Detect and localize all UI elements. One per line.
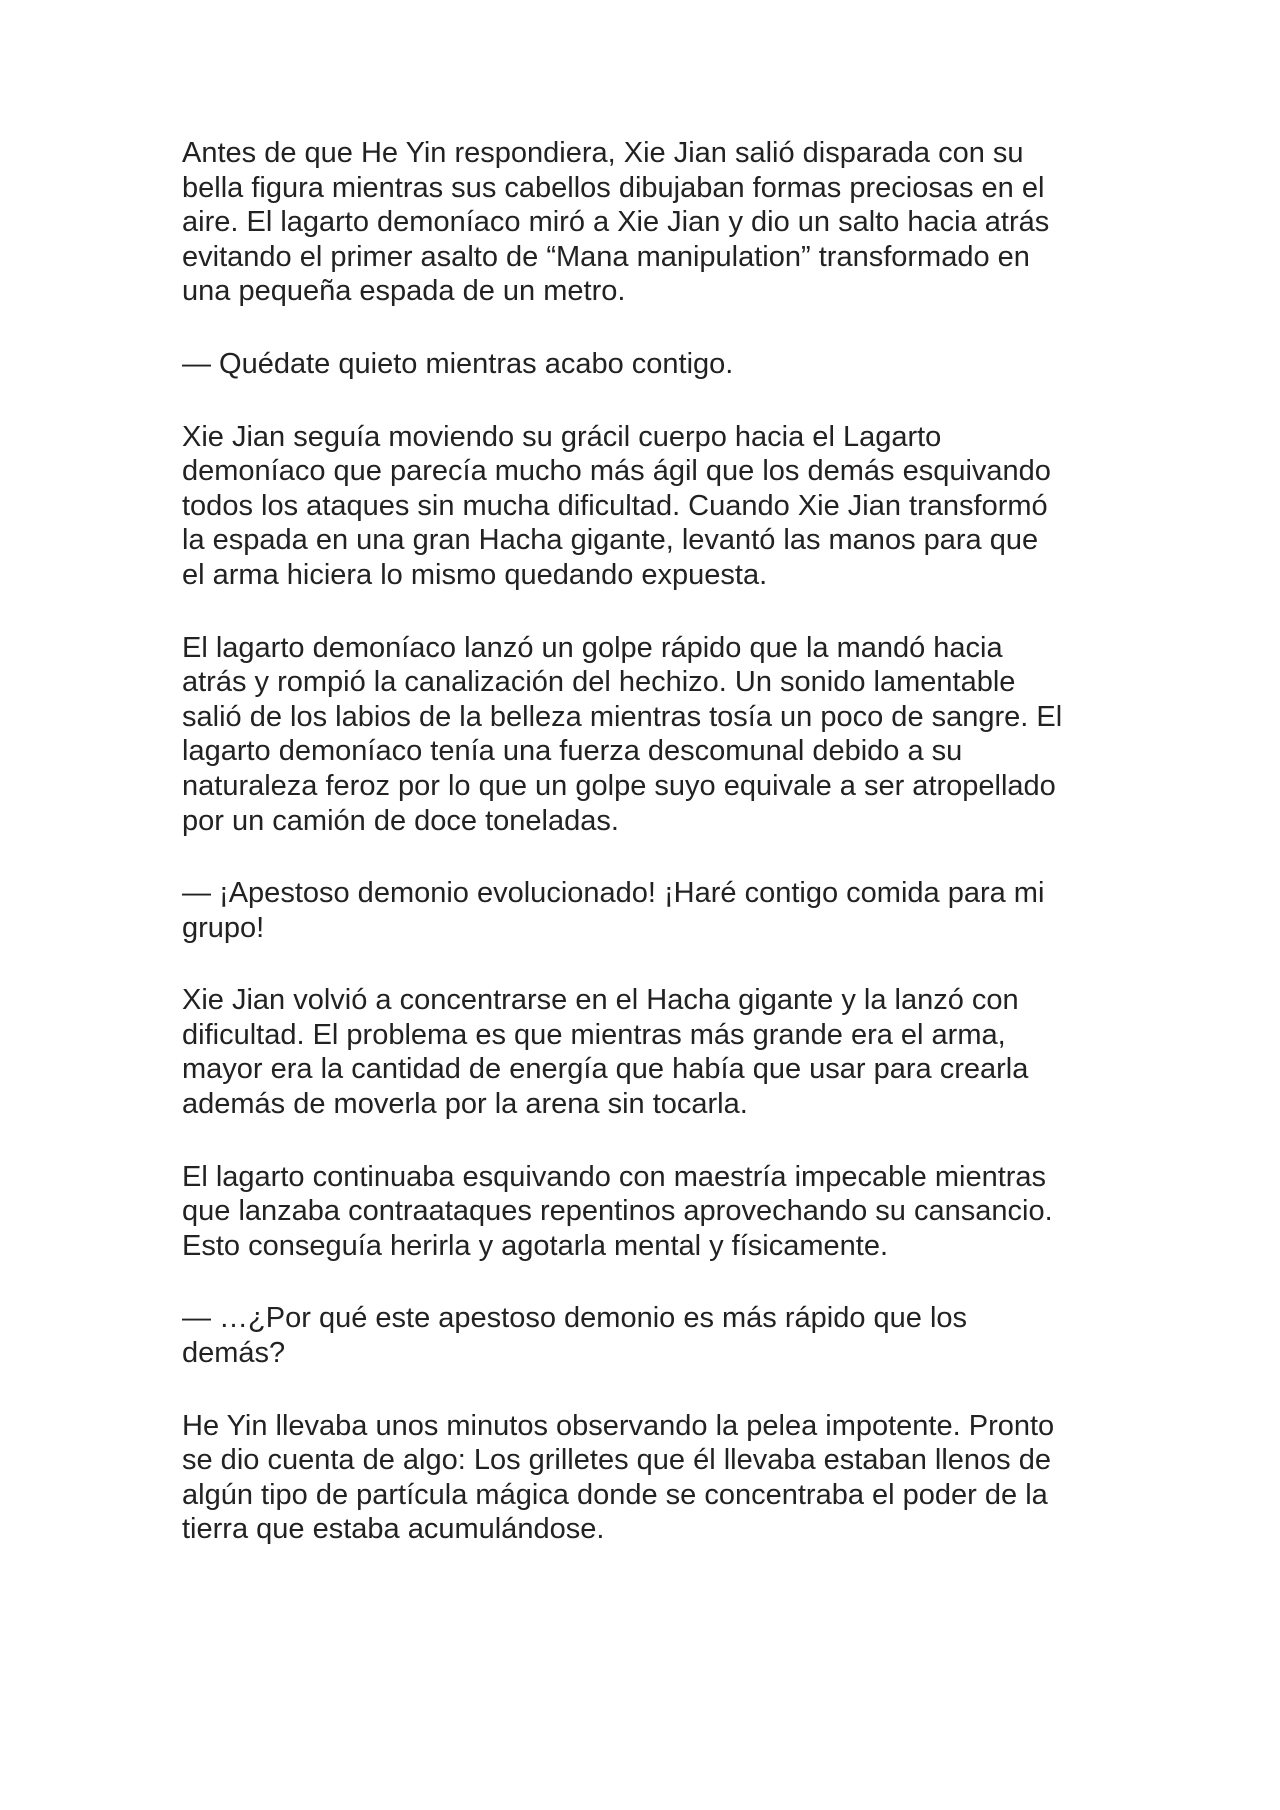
paragraph: El lagarto continuaba esquivando con maestría impecable mientras que lanzaba contraataques repentinos aprovechando su cansancio. Esto conseguía herirla y agotarla mental y físicamente. [182, 1160, 1053, 1262]
paragraph: El lagarto demoníaco lanzó un golpe rápido que la mandó hacia atrás y rompió la canalización del hechizo. Un sonido lamentable salió de los labios de la belleza mientras tosía un poco de sangre. El lagarto demoníaco tenía una fuerza descomunal debido a su naturaleza feroz por lo que un golpe suyo equivale a ser atropellado por un camión de doce toneladas. [182, 631, 1063, 837]
paragraph: He Yin llevaba unos minutos observando la pelea impotente. Pronto se dio cuenta de algo: Los grilletes que él llevaba estaban llenos de algún tipo de partícula mágica donde se concentraba el poder de la tierra que estaba acumulándose. [182, 1409, 1055, 1546]
paragraph: Antes de que He Yin respondiera, Xie Jian salió disparada con su bella figura mientras sus cabellos dibujaban formas preciosas en el aire. El lagarto demoníaco miró a Xie Jian y dio un salto hacia atrás evitando el primer asalto de “Mana manipulation” transformado en una pequeña espada de un metro. [182, 137, 1050, 308]
dialogue-paragraph: — ¡Apestoso demonio evolucionado! ¡Haré contigo comida para mi grupo! [182, 877, 1045, 944]
paragraph: Xie Jian volvió a concentrarse en el Hacha gigante y la lanzó con dificultad. El problema es que mientras más grande era el arma, mayor era la cantidad de energía que había que usar para crearla además de moverla por la arena sin tocarla. [182, 984, 1029, 1121]
paragraph: Xie Jian seguía moviendo su grácil cuerpo hacia el Lagarto demoníaco que parecía mucho más ágil que los demás esquivando todos los ataques sin mucha dificultad. Cuando Xie Jian transformó la espada en una gran Hacha gigante, levantó las manos para que el arma hiciera lo mismo quedando expuesta. [182, 420, 1051, 591]
dialogue-paragraph: — Quédate quieto mientras acabo contigo. [182, 347, 734, 380]
text-column [182, 136, 1102, 1585]
dialogue-paragraph: — …¿Por qué este apestoso demonio es más rápido que los demás? [182, 1302, 968, 1370]
